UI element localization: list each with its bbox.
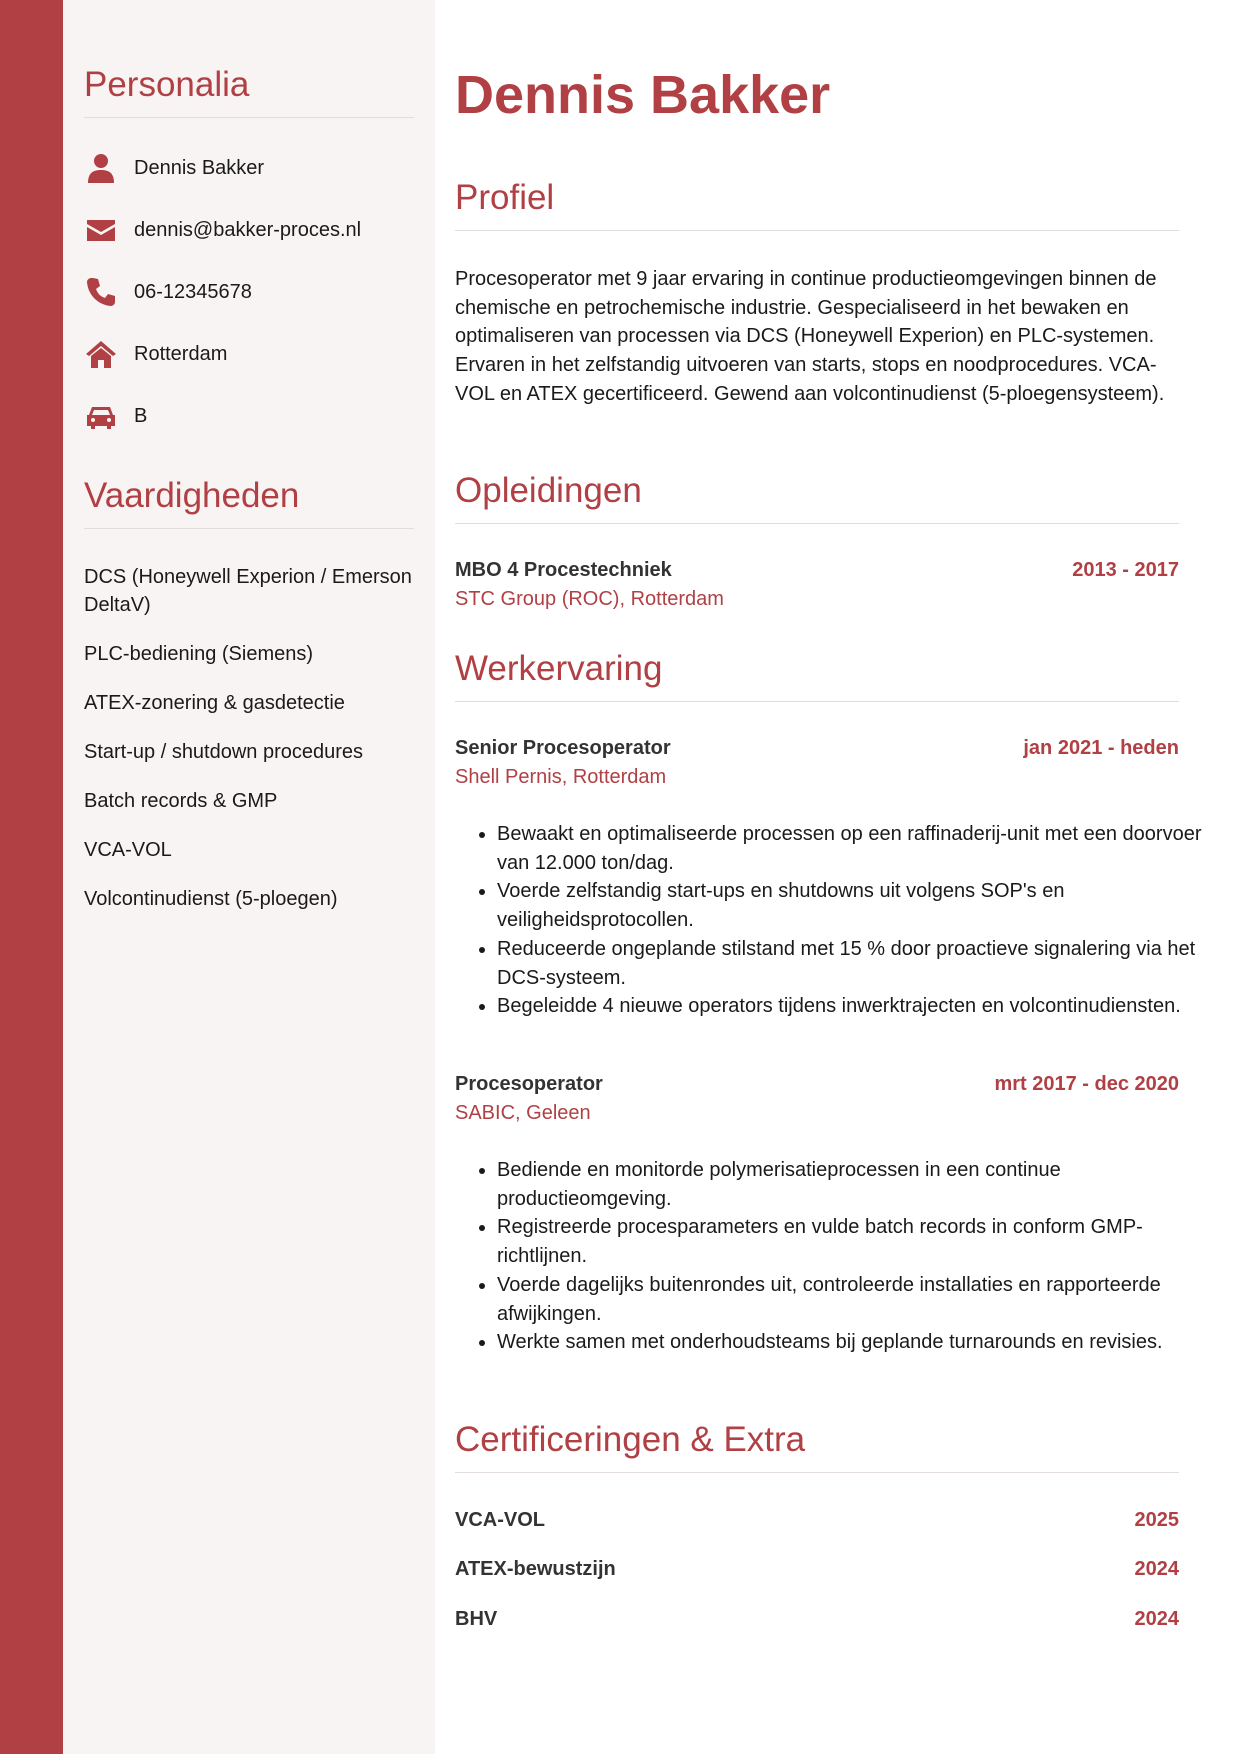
- cert-year: 2024: [1134, 1608, 1179, 1630]
- envelope-icon: [84, 213, 118, 247]
- personalia-heading: Personalia: [84, 65, 414, 118]
- car-icon: [84, 399, 118, 433]
- profile-text: Procesoperator met 9 jaar ervaring in continue productieomgevingen binnen de chemische en petrochemische industrie. Gespecialiseerd in het bewaken en optimaliseren van processen via DCS (Honeywell Experion) en PLC-systemen. Ervaren in het zelfstandig uitvoeren van starts, stops en noodprocedures. VCA-VOL en ATEX gecertificeerd. Gewend aan volcontinudienst (5-ploegensysteem).: [455, 268, 1165, 405]
- candidate-name: Dennis Bakker: [455, 65, 831, 125]
- cert-row: [455, 1558, 1179, 1581]
- experience-heading: Werkervaring: [455, 649, 1179, 702]
- contact-phone: [84, 272, 252, 312]
- cert-row: [455, 1509, 1179, 1532]
- job-date: jan 2021 - heden: [1023, 737, 1179, 759]
- job-bullets: [455, 1156, 1221, 1357]
- job-bullets: [455, 820, 1221, 1021]
- job-bullet: • Bewaakt en optimaliseerde processen op een raffinaderij-unit met een doorvoer van 12.000 ton/dag.: [497, 820, 1221, 877]
- accent-stripe: [0, 0, 63, 1754]
- job-bullet: • Voerde zelfstandig start-ups en shutdowns uit volgens SOP's en veiligheidsprotocollen.: [497, 877, 1221, 934]
- contact-location-text: Rotterdam: [134, 342, 228, 365]
- cert-year: 2024: [1134, 1558, 1179, 1580]
- skill-item: Start-up / shutdown procedures: [84, 741, 364, 763]
- job-bullet: • Registreerde procesparameters en vulde batch records in conform GMP-richtlijnen.: [497, 1213, 1221, 1270]
- cert-row: [455, 1608, 1179, 1631]
- cert-heading: Certificeringen & Extra: [455, 1420, 1179, 1473]
- skill-item: VCA-VOL: [84, 839, 172, 861]
- sidebar: [63, 0, 435, 1754]
- skill-item: Volcontinudienst (5-ploegen): [84, 888, 338, 910]
- cert-name: BHV: [455, 1608, 498, 1630]
- skill-item: PLC-bediening (Siemens): [84, 643, 314, 665]
- phone-icon: [84, 275, 118, 309]
- education-date: 2013 - 2017: [1072, 559, 1179, 581]
- job-date: mrt 2017 - dec 2020: [994, 1073, 1179, 1095]
- contact-license-text: B: [134, 404, 148, 427]
- job-company: SABIC, Geleen: [455, 1102, 591, 1124]
- experience-entry: [455, 1073, 1179, 1125]
- skills-heading: Vaardigheden: [84, 476, 414, 529]
- contact-name-text: Dennis Bakker: [134, 156, 265, 179]
- cert-name: VCA-VOL: [455, 1509, 545, 1531]
- job-title: Senior Procesoperator: [455, 737, 671, 759]
- user-icon: [84, 151, 118, 185]
- job-bullet: • Begeleidde 4 nieuwe operators tijdens inwerktrajecten en volcontinudiensten.: [497, 992, 1221, 1021]
- contact-location: [84, 334, 227, 374]
- job-bullet: • Bediende en monitorde polymerisatieprocessen in een continue productieomgeving.: [497, 1156, 1221, 1213]
- education-heading: Opleidingen: [455, 471, 1179, 524]
- profile-heading: Profiel: [455, 178, 1179, 231]
- cert-name: ATEX-bewustzijn: [455, 1558, 616, 1580]
- contact-phone-text[interactable]: 06-12345678: [134, 280, 252, 303]
- job-bullet: • Voerde dagelijks buitenrondes uit, controleerde installaties en rapporteerde afwijkingen.: [497, 1271, 1221, 1328]
- education-institution: STC Group (ROC), Rotterdam: [455, 588, 724, 610]
- contact-email-text[interactable]: dennis@bakker-proces.nl: [134, 218, 362, 241]
- contact-license: [84, 396, 147, 436]
- experience-entry: [455, 737, 1179, 789]
- job-bullet: • Werkte samen met onderhoudsteams bij geplande turnarounds en revisies.: [497, 1328, 1221, 1357]
- contact-email: [84, 210, 361, 250]
- job-bullet: • Reduceerde ongeplande stilstand met 15 % door proactieve signalering via het DCS-systeem.: [497, 935, 1221, 992]
- education-entry: [455, 559, 1179, 611]
- job-company: Shell Pernis, Rotterdam: [455, 766, 667, 788]
- cert-year: 2025: [1134, 1509, 1179, 1531]
- contact-name: [84, 148, 264, 188]
- skills-list: [84, 563, 414, 934]
- skill-item: ATEX-zonering & gasdetectie: [84, 692, 345, 714]
- education-title: MBO 4 Procestechniek: [455, 559, 672, 581]
- skill-item: Batch records & GMP: [84, 790, 278, 812]
- job-title: Procesoperator: [455, 1073, 603, 1095]
- home-icon: [84, 337, 118, 371]
- skill-item: DCS (Honeywell Experion / Emerson DeltaV): [84, 566, 412, 616]
